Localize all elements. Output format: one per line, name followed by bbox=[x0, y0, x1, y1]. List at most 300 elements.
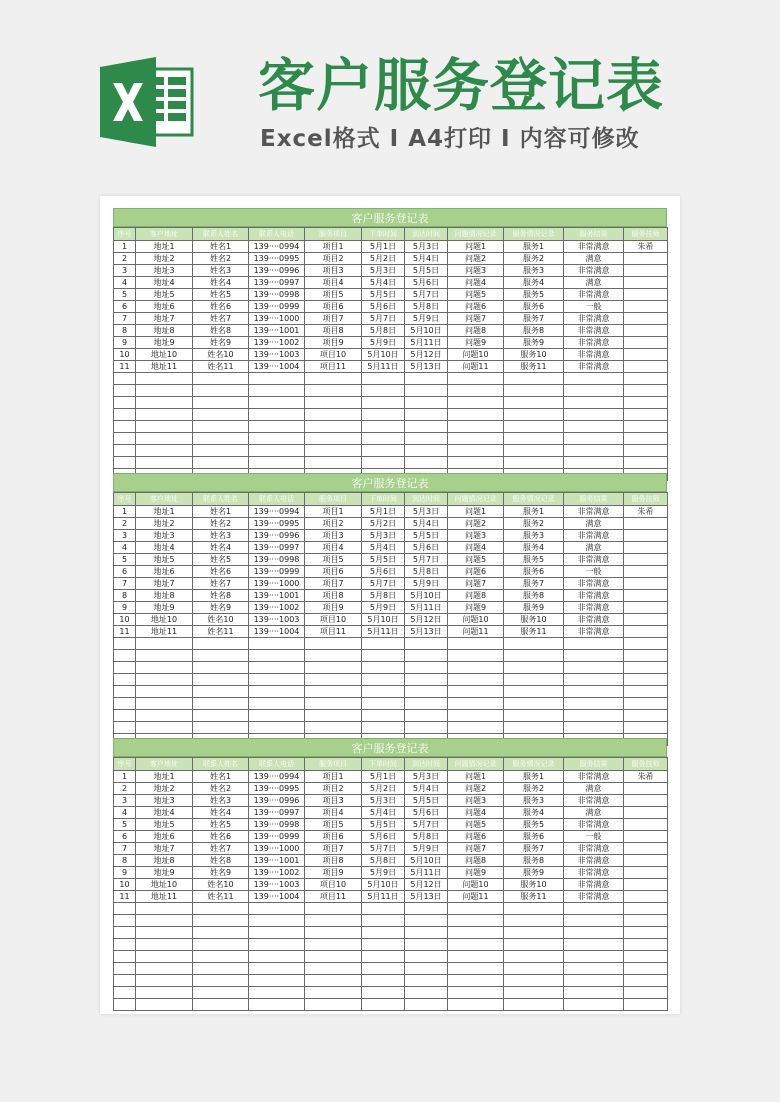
table-cell[interactable]: 5月7日 bbox=[362, 578, 405, 590]
table-cell[interactable] bbox=[624, 385, 668, 397]
table-cell[interactable]: 问题4 bbox=[448, 277, 504, 289]
table-cell[interactable]: 5月1日 bbox=[362, 506, 405, 518]
table-cell[interactable] bbox=[249, 409, 305, 421]
table-cell[interactable] bbox=[564, 975, 624, 987]
table-cell[interactable] bbox=[624, 903, 668, 915]
table-cell[interactable] bbox=[504, 963, 564, 975]
table-cell[interactable] bbox=[114, 457, 136, 469]
table-cell[interactable] bbox=[249, 457, 305, 469]
table-cell[interactable] bbox=[624, 626, 668, 638]
table-cell[interactable]: 一般 bbox=[564, 301, 624, 313]
table-cell[interactable]: 服务11 bbox=[504, 891, 564, 903]
table-cell[interactable] bbox=[504, 674, 564, 686]
table-cell[interactable]: 项目2 bbox=[305, 518, 362, 530]
table-cell[interactable] bbox=[249, 638, 305, 650]
table-cell[interactable] bbox=[136, 409, 193, 421]
table-cell[interactable] bbox=[624, 253, 668, 265]
table-cell[interactable]: 5月10日 bbox=[405, 325, 448, 337]
table-cell[interactable]: 地址1 bbox=[136, 771, 193, 783]
table-cell[interactable] bbox=[249, 710, 305, 722]
table-cell[interactable]: 姓名2 bbox=[193, 783, 249, 795]
table-cell[interactable]: 5月9日 bbox=[405, 843, 448, 855]
table-cell[interactable]: 非常满意 bbox=[564, 313, 624, 325]
table-cell[interactable] bbox=[624, 361, 668, 373]
table-cell[interactable]: 5月10日 bbox=[362, 614, 405, 626]
table-cell[interactable]: 5 bbox=[114, 819, 136, 831]
table-cell[interactable] bbox=[136, 385, 193, 397]
table-cell[interactable] bbox=[249, 686, 305, 698]
table-cell[interactable]: 服务5 bbox=[504, 289, 564, 301]
table-cell[interactable]: 139····0994 bbox=[249, 506, 305, 518]
table-cell[interactable] bbox=[504, 385, 564, 397]
table-cell[interactable] bbox=[193, 975, 249, 987]
table-cell[interactable]: 问题3 bbox=[448, 795, 504, 807]
table-cell[interactable] bbox=[405, 638, 448, 650]
table-cell[interactable] bbox=[114, 662, 136, 674]
table-cell[interactable] bbox=[504, 433, 564, 445]
table-cell[interactable] bbox=[249, 722, 305, 734]
table-cell[interactable]: 5月8日 bbox=[362, 855, 405, 867]
table-cell[interactable]: 问题6 bbox=[448, 301, 504, 313]
table-cell[interactable]: 满意 bbox=[564, 518, 624, 530]
table-cell[interactable] bbox=[504, 915, 564, 927]
table-cell[interactable] bbox=[448, 421, 504, 433]
table-cell[interactable] bbox=[624, 590, 668, 602]
table-cell[interactable]: 5月9日 bbox=[362, 867, 405, 879]
table-cell[interactable] bbox=[405, 987, 448, 999]
table-cell[interactable] bbox=[564, 433, 624, 445]
table-cell[interactable] bbox=[448, 903, 504, 915]
table-cell[interactable] bbox=[624, 313, 668, 325]
table-cell[interactable]: 非常满意 bbox=[564, 590, 624, 602]
table-cell[interactable] bbox=[448, 987, 504, 999]
table-cell[interactable]: 项目6 bbox=[305, 566, 362, 578]
table-cell[interactable]: 问题5 bbox=[448, 554, 504, 566]
table-cell[interactable]: 项目7 bbox=[305, 843, 362, 855]
table-cell[interactable] bbox=[362, 987, 405, 999]
table-cell[interactable]: 问题1 bbox=[448, 241, 504, 253]
table-cell[interactable]: 139····1004 bbox=[249, 361, 305, 373]
table-cell[interactable] bbox=[504, 903, 564, 915]
table-cell[interactable] bbox=[504, 421, 564, 433]
table-cell[interactable] bbox=[305, 433, 362, 445]
table-cell[interactable] bbox=[114, 951, 136, 963]
table-cell[interactable]: 139····0999 bbox=[249, 301, 305, 313]
table-cell[interactable]: 姓名11 bbox=[193, 626, 249, 638]
table-cell[interactable] bbox=[193, 397, 249, 409]
table-cell[interactable]: 项目11 bbox=[305, 891, 362, 903]
table-cell[interactable]: 5月5日 bbox=[405, 265, 448, 277]
table-cell[interactable] bbox=[193, 638, 249, 650]
table-cell[interactable] bbox=[504, 650, 564, 662]
table-cell[interactable]: 非常满意 bbox=[564, 349, 624, 361]
table-cell[interactable] bbox=[448, 722, 504, 734]
table-cell[interactable]: 姓名1 bbox=[193, 506, 249, 518]
table-cell[interactable]: 5月6日 bbox=[405, 277, 448, 289]
table-cell[interactable] bbox=[624, 650, 668, 662]
table-cell[interactable] bbox=[114, 987, 136, 999]
table-cell[interactable] bbox=[448, 433, 504, 445]
table-cell[interactable]: 5月5日 bbox=[362, 819, 405, 831]
table-cell[interactable] bbox=[448, 674, 504, 686]
table-cell[interactable]: 3 bbox=[114, 530, 136, 542]
table-cell[interactable]: 姓名1 bbox=[193, 771, 249, 783]
table-cell[interactable]: 地址10 bbox=[136, 879, 193, 891]
table-cell[interactable] bbox=[624, 975, 668, 987]
table-cell[interactable] bbox=[249, 385, 305, 397]
table-cell[interactable] bbox=[448, 939, 504, 951]
table-cell[interactable] bbox=[624, 457, 668, 469]
table-cell[interactable] bbox=[624, 325, 668, 337]
table-cell[interactable]: 5 bbox=[114, 554, 136, 566]
table-cell[interactable]: 5月11日 bbox=[405, 602, 448, 614]
table-cell[interactable]: 5月8日 bbox=[405, 301, 448, 313]
table-cell[interactable] bbox=[305, 650, 362, 662]
table-cell[interactable] bbox=[564, 686, 624, 698]
table-cell[interactable] bbox=[305, 987, 362, 999]
table-cell[interactable] bbox=[624, 554, 668, 566]
table-cell[interactable]: 姓名1 bbox=[193, 241, 249, 253]
table-cell[interactable] bbox=[448, 975, 504, 987]
table-cell[interactable]: 5月3日 bbox=[362, 265, 405, 277]
table-cell[interactable]: 地址7 bbox=[136, 843, 193, 855]
table-cell[interactable]: 问题5 bbox=[448, 819, 504, 831]
table-cell[interactable]: 姓名4 bbox=[193, 542, 249, 554]
table-cell[interactable]: 5月6日 bbox=[362, 566, 405, 578]
table-cell[interactable] bbox=[305, 963, 362, 975]
table-cell[interactable]: 5月8日 bbox=[362, 590, 405, 602]
table-cell[interactable] bbox=[564, 638, 624, 650]
table-cell[interactable]: 问题8 bbox=[448, 590, 504, 602]
table-cell[interactable] bbox=[249, 903, 305, 915]
table-cell[interactable]: 139····0995 bbox=[249, 253, 305, 265]
table-cell[interactable]: 姓名11 bbox=[193, 891, 249, 903]
table-cell[interactable]: 5月8日 bbox=[405, 831, 448, 843]
table-cell[interactable]: 2 bbox=[114, 253, 136, 265]
table-cell[interactable]: 姓名10 bbox=[193, 879, 249, 891]
table-cell[interactable]: 非常满意 bbox=[564, 554, 624, 566]
table-cell[interactable] bbox=[504, 698, 564, 710]
table-cell[interactable] bbox=[305, 951, 362, 963]
table-cell[interactable]: 5月11日 bbox=[362, 626, 405, 638]
table-cell[interactable] bbox=[624, 530, 668, 542]
table-cell[interactable]: 问题9 bbox=[448, 867, 504, 879]
table-cell[interactable]: 姓名4 bbox=[193, 807, 249, 819]
table-cell[interactable] bbox=[249, 433, 305, 445]
table-cell[interactable] bbox=[305, 722, 362, 734]
table-cell[interactable]: 139····1003 bbox=[249, 614, 305, 626]
table-cell[interactable] bbox=[305, 939, 362, 951]
table-cell[interactable] bbox=[624, 397, 668, 409]
table-cell[interactable]: 地址4 bbox=[136, 542, 193, 554]
table-cell[interactable] bbox=[624, 879, 668, 891]
table-cell[interactable] bbox=[114, 674, 136, 686]
table-cell[interactable] bbox=[362, 975, 405, 987]
table-cell[interactable]: 姓名9 bbox=[193, 602, 249, 614]
table-cell[interactable]: 问题3 bbox=[448, 265, 504, 277]
table-cell[interactable] bbox=[114, 650, 136, 662]
table-cell[interactable]: 地址8 bbox=[136, 855, 193, 867]
table-cell[interactable] bbox=[193, 421, 249, 433]
table-cell[interactable]: 5月6日 bbox=[405, 542, 448, 554]
table-cell[interactable]: 2 bbox=[114, 518, 136, 530]
table-cell[interactable] bbox=[624, 710, 668, 722]
table-cell[interactable] bbox=[114, 939, 136, 951]
table-cell[interactable]: 服务8 bbox=[504, 590, 564, 602]
table-cell[interactable] bbox=[405, 939, 448, 951]
table-cell[interactable]: 服务10 bbox=[504, 879, 564, 891]
table-cell[interactable]: 5月4日 bbox=[362, 277, 405, 289]
table-cell[interactable] bbox=[136, 722, 193, 734]
table-cell[interactable]: 139····0998 bbox=[249, 554, 305, 566]
table-cell[interactable] bbox=[114, 698, 136, 710]
table-cell[interactable] bbox=[448, 385, 504, 397]
table-cell[interactable]: 项目7 bbox=[305, 313, 362, 325]
table-cell[interactable]: 139····1003 bbox=[249, 349, 305, 361]
table-cell[interactable]: 地址1 bbox=[136, 506, 193, 518]
table-cell[interactable] bbox=[193, 409, 249, 421]
table-cell[interactable]: 非常满意 bbox=[564, 855, 624, 867]
table-cell[interactable]: 问题2 bbox=[448, 518, 504, 530]
table-cell[interactable]: 5月12日 bbox=[405, 879, 448, 891]
table-cell[interactable] bbox=[305, 915, 362, 927]
table-cell[interactable]: 服务10 bbox=[504, 349, 564, 361]
table-cell[interactable]: 4 bbox=[114, 277, 136, 289]
table-cell[interactable] bbox=[624, 843, 668, 855]
table-cell[interactable] bbox=[405, 927, 448, 939]
table-cell[interactable]: 姓名4 bbox=[193, 277, 249, 289]
table-cell[interactable]: 地址11 bbox=[136, 891, 193, 903]
table-cell[interactable] bbox=[624, 867, 668, 879]
table-cell[interactable]: 地址6 bbox=[136, 301, 193, 313]
table-cell[interactable]: 5月5日 bbox=[405, 795, 448, 807]
table-cell[interactable] bbox=[362, 939, 405, 951]
table-cell[interactable] bbox=[193, 987, 249, 999]
table-cell[interactable]: 非常满意 bbox=[564, 819, 624, 831]
table-cell[interactable] bbox=[405, 385, 448, 397]
table-cell[interactable] bbox=[448, 963, 504, 975]
table-cell[interactable]: 5月13日 bbox=[405, 361, 448, 373]
table-cell[interactable] bbox=[504, 975, 564, 987]
table-cell[interactable]: 非常满意 bbox=[564, 361, 624, 373]
table-cell[interactable]: 1 bbox=[114, 241, 136, 253]
table-cell[interactable]: 地址9 bbox=[136, 337, 193, 349]
table-cell[interactable]: 项目10 bbox=[305, 879, 362, 891]
table-cell[interactable]: 一般 bbox=[564, 566, 624, 578]
table-cell[interactable] bbox=[362, 397, 405, 409]
table-cell[interactable] bbox=[193, 373, 249, 385]
table-cell[interactable]: 地址8 bbox=[136, 590, 193, 602]
table-cell[interactable] bbox=[114, 397, 136, 409]
table-cell[interactable]: 项目8 bbox=[305, 855, 362, 867]
table-cell[interactable]: 地址3 bbox=[136, 265, 193, 277]
table-cell[interactable]: 服务8 bbox=[504, 855, 564, 867]
table-cell[interactable]: 非常满意 bbox=[564, 530, 624, 542]
table-cell[interactable]: 4 bbox=[114, 807, 136, 819]
table-cell[interactable]: 非常满意 bbox=[564, 602, 624, 614]
table-cell[interactable] bbox=[249, 951, 305, 963]
table-cell[interactable]: 服务5 bbox=[504, 819, 564, 831]
table-cell[interactable] bbox=[564, 421, 624, 433]
table-cell[interactable]: 139····1001 bbox=[249, 325, 305, 337]
table-cell[interactable]: 5月3日 bbox=[362, 530, 405, 542]
table-cell[interactable]: 5月2日 bbox=[362, 253, 405, 265]
table-cell[interactable]: 7 bbox=[114, 843, 136, 855]
table-cell[interactable]: 139····0996 bbox=[249, 530, 305, 542]
table-cell[interactable]: 11 bbox=[114, 626, 136, 638]
table-cell[interactable] bbox=[136, 686, 193, 698]
table-cell[interactable] bbox=[305, 445, 362, 457]
table-cell[interactable] bbox=[504, 939, 564, 951]
table-cell[interactable] bbox=[136, 445, 193, 457]
table-cell[interactable]: 139····0995 bbox=[249, 783, 305, 795]
table-cell[interactable]: 139····0999 bbox=[249, 566, 305, 578]
table-cell[interactable] bbox=[504, 457, 564, 469]
table-cell[interactable]: 4 bbox=[114, 542, 136, 554]
table-cell[interactable]: 139····0994 bbox=[249, 771, 305, 783]
table-cell[interactable]: 问题9 bbox=[448, 337, 504, 349]
table-cell[interactable]: 139····1004 bbox=[249, 626, 305, 638]
table-cell[interactable]: 问题5 bbox=[448, 289, 504, 301]
table-cell[interactable]: 姓名5 bbox=[193, 289, 249, 301]
table-cell[interactable]: 8 bbox=[114, 590, 136, 602]
table-cell[interactable]: 2 bbox=[114, 783, 136, 795]
table-cell[interactable]: 10 bbox=[114, 349, 136, 361]
table-cell[interactable]: 服务3 bbox=[504, 795, 564, 807]
table-cell[interactable]: 139····0994 bbox=[249, 241, 305, 253]
table-cell[interactable] bbox=[504, 710, 564, 722]
table-cell[interactable] bbox=[405, 409, 448, 421]
table-cell[interactable]: 项目6 bbox=[305, 301, 362, 313]
table-cell[interactable] bbox=[362, 999, 405, 1011]
table-cell[interactable] bbox=[193, 662, 249, 674]
table-cell[interactable] bbox=[624, 265, 668, 277]
table-cell[interactable]: 姓名3 bbox=[193, 795, 249, 807]
table-cell[interactable]: 服务10 bbox=[504, 614, 564, 626]
table-cell[interactable] bbox=[249, 373, 305, 385]
table-cell[interactable]: 服务9 bbox=[504, 602, 564, 614]
table-cell[interactable] bbox=[624, 337, 668, 349]
table-cell[interactable]: 139····0997 bbox=[249, 807, 305, 819]
table-cell[interactable] bbox=[305, 975, 362, 987]
table-cell[interactable]: 非常满意 bbox=[564, 325, 624, 337]
table-cell[interactable]: 5月10日 bbox=[405, 855, 448, 867]
table-cell[interactable] bbox=[193, 915, 249, 927]
table-cell[interactable]: 一般 bbox=[564, 831, 624, 843]
table-cell[interactable] bbox=[114, 445, 136, 457]
table-cell[interactable]: 姓名8 bbox=[193, 855, 249, 867]
table-cell[interactable]: 8 bbox=[114, 855, 136, 867]
table-cell[interactable]: 问题6 bbox=[448, 566, 504, 578]
table-cell[interactable]: 服务3 bbox=[504, 530, 564, 542]
table-cell[interactable] bbox=[624, 807, 668, 819]
table-cell[interactable]: 服务5 bbox=[504, 554, 564, 566]
table-cell[interactable]: 5月5日 bbox=[362, 289, 405, 301]
table-cell[interactable] bbox=[362, 457, 405, 469]
table-cell[interactable]: 问题7 bbox=[448, 843, 504, 855]
table-cell[interactable] bbox=[362, 698, 405, 710]
table-cell[interactable] bbox=[405, 457, 448, 469]
table-cell[interactable] bbox=[193, 445, 249, 457]
table-cell[interactable]: 项目3 bbox=[305, 530, 362, 542]
table-cell[interactable] bbox=[405, 662, 448, 674]
table-cell[interactable]: 9 bbox=[114, 867, 136, 879]
table-cell[interactable]: 5 bbox=[114, 289, 136, 301]
table-cell[interactable]: 139····1002 bbox=[249, 337, 305, 349]
table-cell[interactable]: 问题10 bbox=[448, 879, 504, 891]
table-cell[interactable] bbox=[193, 903, 249, 915]
table-cell[interactable]: 地址5 bbox=[136, 554, 193, 566]
table-cell[interactable] bbox=[405, 975, 448, 987]
table-cell[interactable] bbox=[504, 409, 564, 421]
table-cell[interactable]: 姓名2 bbox=[193, 518, 249, 530]
table-cell[interactable]: 非常满意 bbox=[564, 241, 624, 253]
table-cell[interactable] bbox=[305, 686, 362, 698]
table-cell[interactable] bbox=[448, 397, 504, 409]
table-cell[interactable]: 项目2 bbox=[305, 783, 362, 795]
table-cell[interactable] bbox=[136, 662, 193, 674]
table-cell[interactable]: 5月8日 bbox=[362, 325, 405, 337]
table-cell[interactable] bbox=[564, 445, 624, 457]
table-cell[interactable] bbox=[564, 698, 624, 710]
table-cell[interactable]: 服务2 bbox=[504, 518, 564, 530]
table-cell[interactable] bbox=[448, 698, 504, 710]
table-cell[interactable]: 项目10 bbox=[305, 349, 362, 361]
table-cell[interactable] bbox=[624, 614, 668, 626]
table-cell[interactable]: 朱希 bbox=[624, 241, 668, 253]
table-cell[interactable] bbox=[624, 722, 668, 734]
table-cell[interactable]: 非常满意 bbox=[564, 626, 624, 638]
table-cell[interactable] bbox=[624, 939, 668, 951]
table-cell[interactable]: 5月2日 bbox=[362, 783, 405, 795]
table-cell[interactable] bbox=[564, 927, 624, 939]
table-cell[interactable]: 问题11 bbox=[448, 361, 504, 373]
table-cell[interactable] bbox=[504, 999, 564, 1011]
table-cell[interactable]: 服务4 bbox=[504, 542, 564, 554]
table-cell[interactable]: 5月13日 bbox=[405, 891, 448, 903]
table-cell[interactable] bbox=[564, 951, 624, 963]
table-cell[interactable]: 地址2 bbox=[136, 253, 193, 265]
table-cell[interactable]: 5月12日 bbox=[405, 349, 448, 361]
table-cell[interactable]: 问题8 bbox=[448, 855, 504, 867]
table-cell[interactable] bbox=[624, 289, 668, 301]
table-cell[interactable] bbox=[448, 638, 504, 650]
table-cell[interactable] bbox=[564, 373, 624, 385]
table-cell[interactable] bbox=[362, 674, 405, 686]
table-cell[interactable]: 问题8 bbox=[448, 325, 504, 337]
table-cell[interactable] bbox=[193, 433, 249, 445]
table-cell[interactable]: 问题9 bbox=[448, 602, 504, 614]
table-cell[interactable] bbox=[136, 939, 193, 951]
table-cell[interactable]: 5月11日 bbox=[362, 891, 405, 903]
table-cell[interactable]: 问题7 bbox=[448, 313, 504, 325]
table-cell[interactable] bbox=[305, 385, 362, 397]
table-cell[interactable] bbox=[624, 819, 668, 831]
table-cell[interactable] bbox=[504, 951, 564, 963]
table-cell[interactable] bbox=[136, 975, 193, 987]
table-cell[interactable]: 139····0995 bbox=[249, 518, 305, 530]
table-cell[interactable] bbox=[624, 686, 668, 698]
table-cell[interactable]: 项目9 bbox=[305, 337, 362, 349]
table-cell[interactable] bbox=[624, 783, 668, 795]
table-cell[interactable]: 项目9 bbox=[305, 602, 362, 614]
table-cell[interactable]: 问题11 bbox=[448, 891, 504, 903]
table-cell[interactable]: 非常满意 bbox=[564, 843, 624, 855]
table-cell[interactable] bbox=[405, 650, 448, 662]
table-cell[interactable]: 5月1日 bbox=[362, 241, 405, 253]
table-cell[interactable]: 139····0998 bbox=[249, 819, 305, 831]
table-cell[interactable]: 7 bbox=[114, 578, 136, 590]
